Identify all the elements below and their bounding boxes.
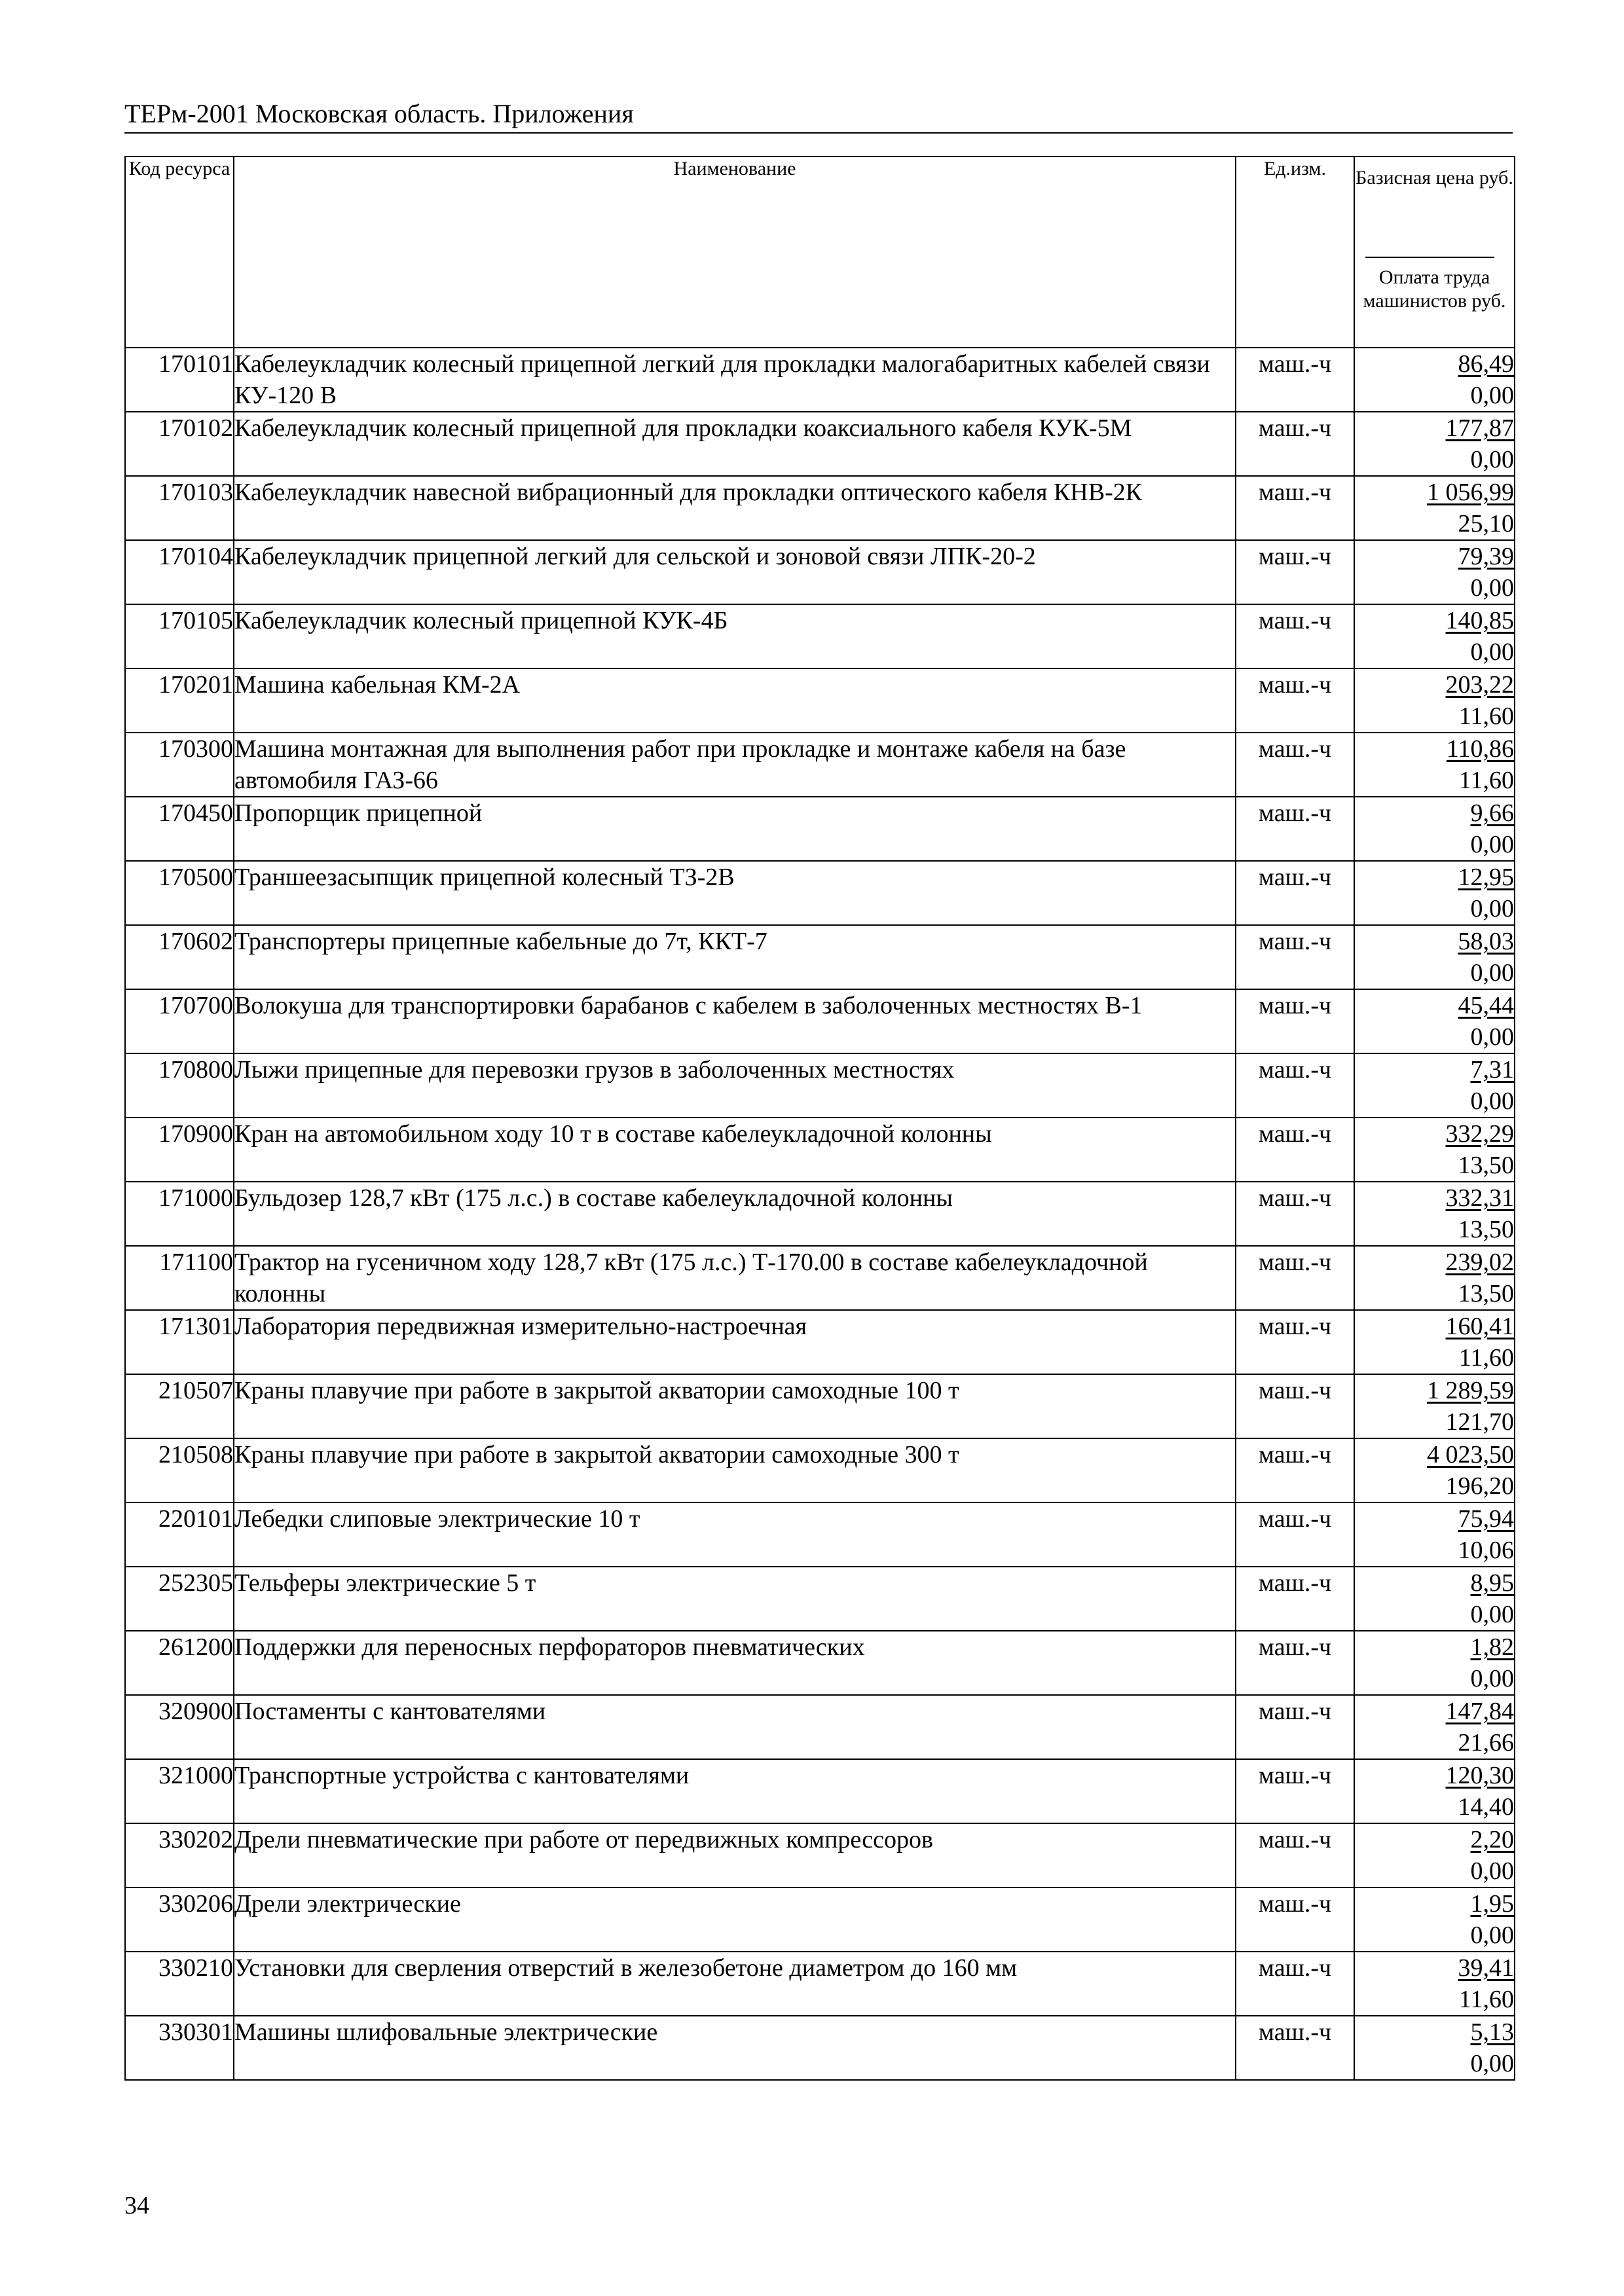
price-cell (1354, 1118, 1515, 1182)
unit-of-measure: маш.-ч (1236, 1374, 1354, 1438)
base-price: 203,22 (1445, 671, 1514, 699)
unit-of-measure: маш.-ч (1236, 476, 1354, 540)
resource-code: 170300 (125, 733, 234, 797)
operator-labor-cost: 0,00 (1470, 1601, 1514, 1628)
unit-of-measure: маш.-ч (1236, 540, 1354, 604)
base-price: 86,49 (1458, 350, 1514, 378)
resource-table (124, 156, 1515, 2081)
base-price: 177,87 (1445, 414, 1514, 442)
resource-name: Траншеезасыпщик прицепной колесный ТЗ-2В (234, 861, 1236, 925)
price-cell (1354, 348, 1515, 412)
unit-of-measure: маш.-ч (1236, 1631, 1354, 1695)
table-row (125, 412, 1515, 476)
table-row (125, 861, 1515, 925)
resource-code: 320900 (125, 1695, 234, 1759)
base-price: 75,94 (1458, 1505, 1514, 1533)
unit-of-measure: маш.-ч (1236, 2016, 1354, 2080)
resource-name: Установки для сверления отверстий в железобетоне диаметром до 160 мм (234, 1952, 1236, 2016)
unit-of-measure: маш.-ч (1236, 989, 1354, 1053)
table-row (125, 1053, 1515, 1118)
base-price: 12,95 (1458, 864, 1514, 891)
resource-code: 330202 (125, 1823, 234, 1887)
operator-labor-cost: 13,50 (1458, 1216, 1514, 1243)
resource-code: 261200 (125, 1631, 234, 1695)
column-header-unit: Ед.изм. (1236, 156, 1354, 348)
base-price: 45,44 (1458, 992, 1514, 1019)
operator-labor-cost: 0,00 (1470, 831, 1514, 858)
base-price: 147,84 (1445, 1698, 1514, 1725)
price-cell (1354, 1053, 1515, 1118)
price-cell (1354, 668, 1515, 733)
operator-labor-cost: 0,00 (1470, 1857, 1514, 1885)
resource-name: Трактор на гусеничном ходу 128,7 кВт (175 л.с.) Т-170.00 в составе кабелеукладочной колонны (234, 1246, 1236, 1310)
operator-labor-cost: 21,66 (1458, 1729, 1514, 1757)
table-row (125, 348, 1515, 412)
resource-name: Машина кабельная КМ-2А (234, 668, 1236, 733)
price-cell (1354, 1631, 1515, 1695)
table-row (125, 1438, 1515, 1503)
unit-of-measure: маш.-ч (1236, 1053, 1354, 1118)
unit-of-measure: маш.-ч (1236, 1887, 1354, 1952)
operator-labor-cost: 0,00 (1470, 1922, 1514, 1949)
table-row (125, 1823, 1515, 1887)
price-cell (1354, 797, 1515, 861)
resource-code: 170103 (125, 476, 234, 540)
column-header-base-price: Базисная цена руб. (1356, 167, 1513, 189)
base-price: 1,82 (1470, 1633, 1514, 1661)
resource-code: 330210 (125, 1952, 234, 2016)
operator-labor-cost: 11,60 (1458, 1986, 1514, 2013)
operator-labor-cost: 0,00 (1470, 959, 1514, 987)
operator-labor-cost: 0,00 (1470, 2050, 1514, 2077)
price-cell (1354, 1823, 1515, 1887)
unit-of-measure: маш.-ч (1236, 1438, 1354, 1503)
page-number: 34 (124, 2192, 149, 2219)
table-row (125, 2016, 1515, 2080)
unit-of-measure: маш.-ч (1236, 412, 1354, 476)
resource-code: 252305 (125, 1567, 234, 1631)
resource-code: 170105 (125, 604, 234, 668)
base-price: 239,02 (1445, 1248, 1514, 1276)
table-row (125, 733, 1515, 797)
table-row (125, 925, 1515, 989)
table-row (125, 1952, 1515, 2016)
operator-labor-cost: 13,50 (1458, 1152, 1514, 1179)
resource-name: Постаменты с кантователями (234, 1695, 1236, 1759)
resource-code: 210508 (125, 1438, 234, 1503)
operator-labor-cost: 0,00 (1470, 638, 1514, 666)
price-cell (1354, 2016, 1515, 2080)
resource-name: Краны плавучие при работе в закрытой акватории самоходные 300 т (234, 1438, 1236, 1503)
price-cell (1354, 540, 1515, 604)
resource-code: 330206 (125, 1887, 234, 1952)
operator-labor-cost: 13,50 (1458, 1280, 1514, 1307)
price-cell (1354, 1695, 1515, 1759)
operator-labor-cost: 196,20 (1445, 1472, 1514, 1500)
resource-code: 170102 (125, 412, 234, 476)
table-row (125, 1374, 1515, 1438)
resource-code: 321000 (125, 1759, 234, 1823)
resource-name: Лаборатория передвижная измерительно-настроечная (234, 1310, 1236, 1374)
unit-of-measure: маш.-ч (1236, 861, 1354, 925)
operator-labor-cost: 11,60 (1458, 767, 1514, 794)
resource-name: Поддержки для переносных перфораторов пневматических (234, 1631, 1236, 1695)
unit-of-measure: маш.-ч (1236, 1182, 1354, 1246)
table-row (125, 1118, 1515, 1182)
resource-name: Транспортеры прицепные кабельные до 7т, ККТ-7 (234, 925, 1236, 989)
table-row (125, 797, 1515, 861)
unit-of-measure: маш.-ч (1236, 797, 1354, 861)
table-row (125, 1887, 1515, 1952)
operator-labor-cost: 0,00 (1470, 574, 1514, 602)
resource-code: 171301 (125, 1310, 234, 1374)
unit-of-measure: маш.-ч (1236, 1310, 1354, 1374)
table-row (125, 1695, 1515, 1759)
unit-of-measure: маш.-ч (1236, 1118, 1354, 1182)
table-row (125, 1567, 1515, 1631)
base-price: 4 023,50 (1427, 1441, 1514, 1468)
table-row (125, 1182, 1515, 1246)
resource-name: Кран на автомобильном ходу 10 т в составе кабелеукладочной колонны (234, 1118, 1236, 1182)
operator-labor-cost: 11,60 (1458, 1344, 1514, 1372)
resource-name: Бульдозер 128,7 кВт (175 л.с.) в составе кабелеукладочной колонны (234, 1182, 1236, 1246)
header-divider (1365, 257, 1494, 258)
base-price: 332,29 (1445, 1120, 1514, 1148)
operator-labor-cost: 11,60 (1458, 702, 1514, 730)
column-header-name: Наименование (234, 156, 1236, 348)
resource-name: Волокуша для транспортировки барабанов с кабелем в заболоченных местностях В-1 (234, 989, 1236, 1053)
unit-of-measure: маш.-ч (1236, 1567, 1354, 1631)
resource-name: Краны плавучие при работе в закрытой акватории самоходные 100 т (234, 1374, 1236, 1438)
price-cell (1354, 604, 1515, 668)
resource-code: 170101 (125, 348, 234, 412)
unit-of-measure: маш.-ч (1236, 1695, 1354, 1759)
base-price: 2,20 (1470, 1826, 1514, 1853)
base-price: 1 289,59 (1427, 1377, 1514, 1404)
table-row (125, 989, 1515, 1053)
base-price: 9,66 (1470, 799, 1514, 827)
base-price: 79,39 (1458, 543, 1514, 570)
resource-code: 171100 (125, 1246, 234, 1310)
operator-labor-cost: 25,10 (1458, 510, 1514, 538)
resource-name: Кабелеукладчик колесный прицепной легкий для прокладки малогабаритных кабелей связи КУ-120 В (234, 348, 1236, 412)
base-price: 160,41 (1445, 1313, 1514, 1340)
price-cell (1354, 1310, 1515, 1374)
base-price: 39,41 (1458, 1954, 1514, 1982)
base-price: 1,95 (1470, 1890, 1514, 1918)
unit-of-measure: маш.-ч (1236, 1246, 1354, 1310)
price-cell (1354, 476, 1515, 540)
price-cell (1354, 1438, 1515, 1503)
base-price: 58,03 (1458, 928, 1514, 955)
resource-name: Транспортные устройства с кантователями (234, 1759, 1236, 1823)
price-cell (1354, 1759, 1515, 1823)
table-row (125, 668, 1515, 733)
resource-code: 170800 (125, 1053, 234, 1118)
table-row (125, 1503, 1515, 1567)
unit-of-measure: маш.-ч (1236, 1823, 1354, 1887)
operator-labor-cost: 14,40 (1458, 1793, 1514, 1821)
base-price: 140,85 (1445, 607, 1514, 634)
table-row (125, 1759, 1515, 1823)
unit-of-measure: маш.-ч (1236, 1759, 1354, 1823)
resource-name: Кабелеукладчик прицепной легкий для сельской и зоновой связи ЛПК-20-2 (234, 540, 1236, 604)
unit-of-measure: маш.-ч (1236, 733, 1354, 797)
resource-name: Дрели пневматические при работе от передвижных компрессоров (234, 1823, 1236, 1887)
unit-of-measure: маш.-ч (1236, 668, 1354, 733)
base-price: 1 056,99 (1427, 479, 1514, 506)
table-row (125, 604, 1515, 668)
operator-labor-cost: 0,00 (1470, 1023, 1514, 1051)
resource-code: 170201 (125, 668, 234, 733)
resource-name: Машины шлифовальные электрические (234, 2016, 1236, 2080)
price-cell (1354, 1374, 1515, 1438)
operator-labor-cost: 121,70 (1445, 1408, 1514, 1436)
unit-of-measure: маш.-ч (1236, 1503, 1354, 1567)
resource-code: 220101 (125, 1503, 234, 1567)
resource-code: 170104 (125, 540, 234, 604)
unit-of-measure: маш.-ч (1236, 604, 1354, 668)
resource-name: Кабелеукладчик навесной вибрационный для прокладки оптического кабеля КНВ-2К (234, 476, 1236, 540)
column-header-labor-cost: Оплата труда машинистов руб. (1363, 266, 1506, 312)
price-cell (1354, 1887, 1515, 1952)
resource-name: Кабелеукладчик колесный прицепной КУК-4Б (234, 604, 1236, 668)
base-price: 7,31 (1470, 1056, 1514, 1084)
base-price: 8,95 (1470, 1569, 1514, 1597)
document-title: ТЕРм-2001 Московская область. Приложения (124, 99, 634, 128)
resource-code: 170700 (125, 989, 234, 1053)
resource-name: Кабелеукладчик колесный прицепной для прокладки коаксиального кабеля КУК-5М (234, 412, 1236, 476)
price-cell (1354, 989, 1515, 1053)
operator-labor-cost: 0,00 (1470, 895, 1514, 922)
base-price: 332,31 (1445, 1184, 1514, 1212)
operator-labor-cost: 0,00 (1470, 1665, 1514, 1692)
resource-code: 170500 (125, 861, 234, 925)
resource-code: 170450 (125, 797, 234, 861)
resource-code: 170602 (125, 925, 234, 989)
operator-labor-cost: 0,00 (1470, 1087, 1514, 1115)
price-cell (1354, 1503, 1515, 1567)
table-row (125, 476, 1515, 540)
resource-name: Дрели электрические (234, 1887, 1236, 1952)
resource-code: 330301 (125, 2016, 234, 2080)
operator-labor-cost: 0,00 (1470, 446, 1514, 473)
resource-name: Лыжи прицепные для перевозки грузов в заболоченных местностях (234, 1053, 1236, 1118)
unit-of-measure: маш.-ч (1236, 1952, 1354, 2016)
price-cell (1354, 1246, 1515, 1310)
price-cell (1354, 1952, 1515, 2016)
price-cell (1354, 861, 1515, 925)
price-cell (1354, 1182, 1515, 1246)
resource-code: 170900 (125, 1118, 234, 1182)
resource-name: Пропорщик прицепной (234, 797, 1236, 861)
price-cell (1354, 925, 1515, 989)
operator-labor-cost: 0,00 (1470, 382, 1514, 409)
resource-code: 171000 (125, 1182, 234, 1246)
page-header (124, 97, 1513, 134)
table-header-row (125, 156, 1515, 348)
base-price: 110,86 (1446, 735, 1514, 763)
table-row (125, 1631, 1515, 1695)
operator-labor-cost: 10,06 (1458, 1537, 1514, 1564)
unit-of-measure: маш.-ч (1236, 348, 1354, 412)
unit-of-measure: маш.-ч (1236, 925, 1354, 989)
price-cell (1354, 733, 1515, 797)
column-header-price (1354, 156, 1515, 348)
table-row (125, 1246, 1515, 1310)
price-cell (1354, 412, 1515, 476)
table-row (125, 540, 1515, 604)
table-row (125, 1310, 1515, 1374)
resource-code: 210507 (125, 1374, 234, 1438)
resource-name: Тельферы электрические 5 т (234, 1567, 1236, 1631)
base-price: 120,30 (1445, 1762, 1514, 1789)
resource-name: Лебедки слиповые электрические 10 т (234, 1503, 1236, 1567)
price-cell (1354, 1567, 1515, 1631)
resource-name: Машина монтажная для выполнения работ при прокладке и монтаже кабеля на базе автомобиля ГАЗ-66 (234, 733, 1236, 797)
base-price: 5,13 (1470, 2018, 1514, 2046)
column-header-code: Код ресурса (125, 156, 234, 348)
